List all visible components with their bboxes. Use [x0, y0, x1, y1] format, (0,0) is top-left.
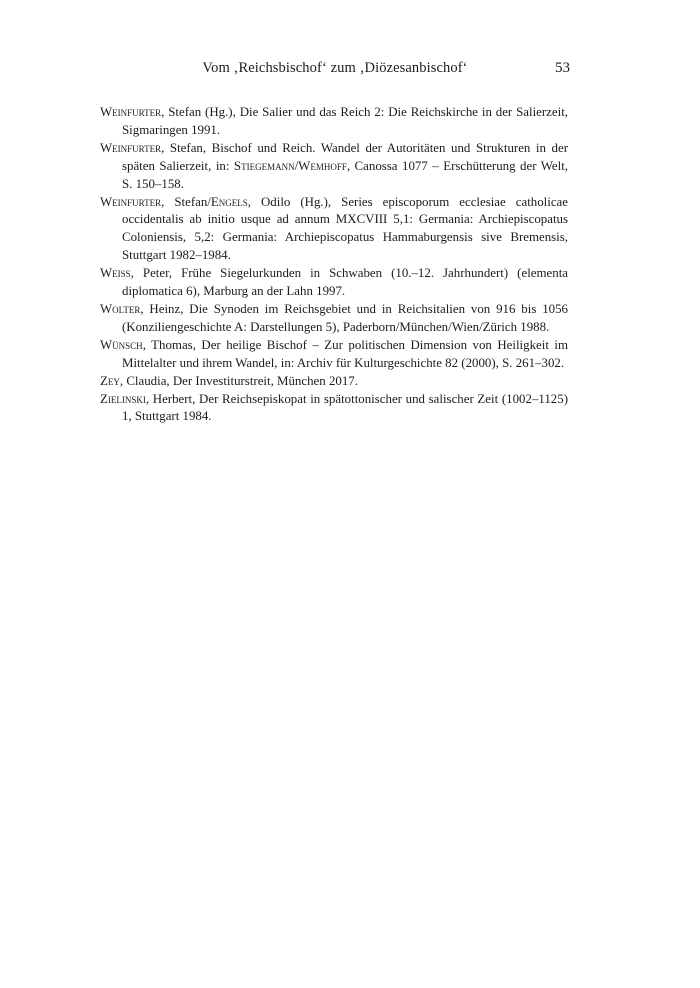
entry-text: , Stefan (Hg.), Die Salier und das Reich 2: Die Reichskirche in der Salierzeit, Sigmaringen 1991.: [122, 105, 568, 137]
entry-author: Weinfurter: [100, 140, 162, 155]
entry-editors: Stiegemann/Wemhoff: [233, 158, 347, 173]
bibliography-entry: [100, 301, 568, 337]
entry-text-continued: , Odilo (Hg.), Series episcoporum ecclesiae catholicae occidentalis ab initio usque ad annum MXCVIII 5,1: Germania: Archiepiscopatus Coloniensis, 5,2: Germania: Archiepiscopatus Hammaburgensis sive Bremensis, Stuttgart 1982–1984.: [122, 194, 568, 263]
entry-text: , Thomas, Der heilige Bischof – Zur politischen Dimension von Heiligkeit im Mittelalter und ihrem Wandel, in: Archiv für Kulturgeschichte 82 (2000), S. 261–302.: [122, 337, 568, 370]
bibliography-entry: [100, 391, 568, 427]
bibliography-entry: [100, 337, 568, 373]
bibliography-list: [100, 104, 568, 426]
entry-coauthor: Engels: [210, 194, 248, 209]
running-head: [100, 60, 570, 82]
entry-author: Weinfurter: [100, 105, 162, 119]
entry-text: , Stefan/: [161, 194, 211, 209]
bibliography-entry: [100, 194, 568, 266]
entry-text: , Heinz, Die Synoden im Reichsgebiet und in Reichsitalien von 916 bis 1056 (Konziliengeschichte A: Darstellungen 5), Paderborn/München/Wien/Zürich 1988.: [122, 301, 568, 334]
bibliography-entry: [100, 265, 568, 301]
page-number: 53: [555, 60, 570, 76]
entry-author: Zey: [100, 373, 120, 388]
bibliography-entry: [100, 104, 568, 140]
entry-author: Weinfurter: [100, 194, 162, 209]
running-title: Vom ‚Reichsbischof‘ zum ‚Diözesanbischof‘: [202, 60, 468, 76]
bibliography-entry: [100, 373, 568, 391]
entry-text: , Peter, Frühe Siegelurkunden in Schwaben (10.–12. Jahrhundert) (elementa diplomatica 6), Marburg an der Lahn 1997.: [122, 266, 568, 299]
entry-text: , Claudia, Der Investiturstreit, München 2017.: [119, 373, 358, 388]
entry-author: Wünsch: [100, 337, 143, 352]
bibliography-entry: [100, 140, 568, 194]
entry-text: , Stefan, Bischof und Reich. Wandel der Autoritäten und Strukturen in der späten Salierzeit, in:: [122, 140, 568, 173]
entry-author: Wolter: [100, 301, 141, 316]
entry-text-continued: , Canossa 1077 – Erschütterung der Welt, S. 150–158.: [122, 158, 568, 191]
entry-author: Zielinski: [100, 391, 146, 406]
entry-author: Weiss: [100, 266, 131, 281]
entry-text: , Herbert, Der Reichsepiskopat in spätottonischer und salischer Zeit (1002–1125) 1, Stuttgart 1984.: [122, 391, 568, 424]
